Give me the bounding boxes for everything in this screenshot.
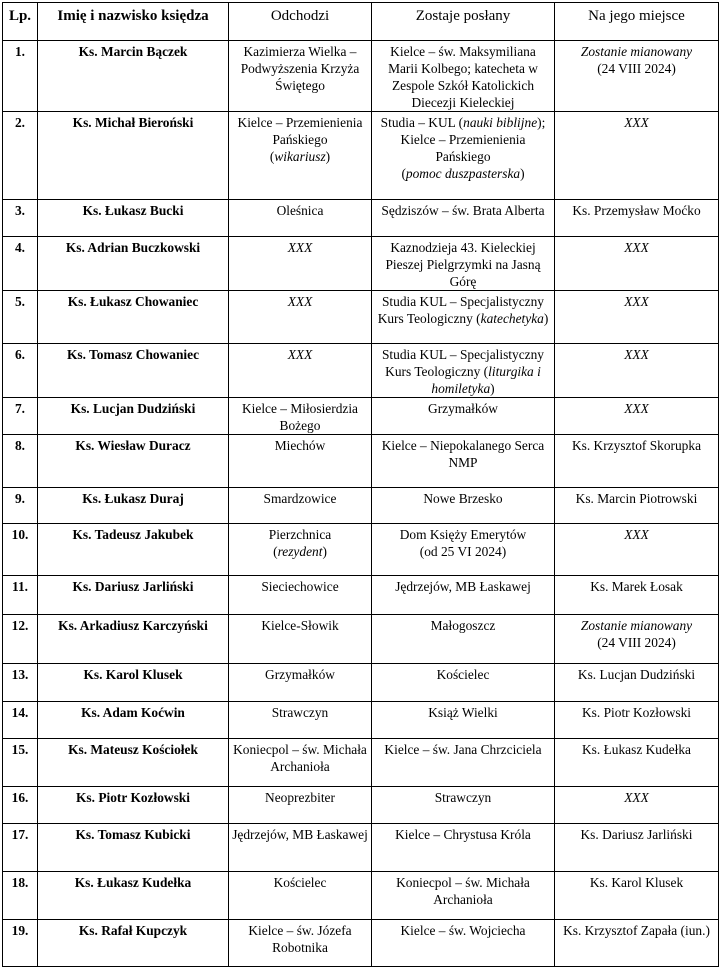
row-number: 2. bbox=[3, 112, 38, 200]
priest-name: Ks. Tadeusz Jakubek bbox=[38, 524, 229, 576]
leaves-text: Smardzowice bbox=[263, 491, 337, 506]
sent-text: ( bbox=[401, 166, 406, 181]
row-number: 17. bbox=[3, 824, 38, 872]
sent-text: Kielce – św. Maksymiliana Marii Kolbego; katecheta w Zespole Szkół Katolickich Diecezji Kieleckiej bbox=[388, 44, 538, 110]
sent-cell bbox=[372, 291, 555, 344]
sent-cell bbox=[372, 787, 555, 824]
leaves-text: Kielce-Słowik bbox=[261, 618, 339, 633]
sent-cell bbox=[372, 112, 555, 200]
leaves-text: ( bbox=[273, 544, 278, 559]
sent-text: Kościelec bbox=[436, 667, 490, 682]
priest-name: Ks. Tomasz Kubicki bbox=[38, 824, 229, 872]
sent-cell bbox=[372, 41, 555, 112]
priest-name: Ks. Karol Klusek bbox=[38, 664, 229, 702]
replacement-cell bbox=[555, 920, 719, 967]
priest-name: Ks. Łukasz Chowaniec bbox=[38, 291, 229, 344]
priest-name: Ks. Łukasz Bucki bbox=[38, 200, 229, 237]
leaves-cell bbox=[229, 664, 372, 702]
place-text-italic: Zostanie mianowany bbox=[580, 618, 693, 633]
sent-text: Koniecpol – św. Michała Archanioła bbox=[396, 875, 530, 907]
table-row bbox=[3, 435, 719, 488]
replacement-cell bbox=[555, 615, 719, 664]
leaves-text: Strawczyn bbox=[271, 705, 329, 720]
leaves-cell bbox=[229, 576, 372, 615]
sent-cell bbox=[372, 237, 555, 291]
sent-text-italic: katechetyka bbox=[480, 311, 544, 326]
sent-text: Książ Wielki bbox=[428, 705, 498, 720]
leaves-text: Oleśnica bbox=[276, 203, 324, 218]
leaves-text: Kielce – Miłosierdzia Bożego bbox=[241, 401, 358, 433]
table-row bbox=[3, 920, 719, 967]
header-sent: Zostaje posłany bbox=[372, 3, 555, 41]
place-text: Ks. Karol Klusek bbox=[589, 875, 684, 890]
row-number: 16. bbox=[3, 787, 38, 824]
place-text-italic: XXX bbox=[624, 115, 649, 130]
table-row bbox=[3, 237, 719, 291]
replacement-cell bbox=[555, 576, 719, 615]
place-text: Ks. Lucjan Dudziński bbox=[577, 667, 696, 682]
priest-name: Ks. Adam Koćwin bbox=[38, 702, 229, 739]
sent-cell bbox=[372, 344, 555, 398]
sent-text: Kielce – Niepokalanego Serca NMP bbox=[381, 438, 545, 470]
leaves-cell bbox=[229, 200, 372, 237]
place-text: Ks. Dariusz Jarliński bbox=[580, 827, 693, 842]
place-text: Ks. Marcin Piotrowski bbox=[575, 491, 698, 506]
place-text: Ks. Krzysztof Zapała (iun.) bbox=[563, 923, 710, 938]
place-text-italic: XXX bbox=[624, 240, 649, 255]
place-text-italic: XXX bbox=[624, 527, 649, 542]
priest-name: Ks. Łukasz Duraj bbox=[38, 488, 229, 524]
leaves-text: Kościelec bbox=[273, 875, 327, 890]
sent-text: Dom Księży Emerytów bbox=[399, 527, 527, 542]
leaves-cell bbox=[229, 524, 372, 576]
place-text: (24 VIII 2024) bbox=[597, 635, 676, 650]
table-row bbox=[3, 200, 719, 237]
leaves-cell bbox=[229, 488, 372, 524]
priest-name: Ks. Łukasz Kudełka bbox=[38, 872, 229, 920]
row-number: 14. bbox=[3, 702, 38, 739]
row-number: 3. bbox=[3, 200, 38, 237]
leaves-cell bbox=[229, 824, 372, 872]
sent-text: ) bbox=[543, 311, 549, 326]
leaves-cell bbox=[229, 398, 372, 435]
header-name: Imię i nazwisko księdza bbox=[38, 3, 229, 41]
sent-text: Sędziszów – św. Brata Alberta bbox=[381, 203, 545, 218]
table-row bbox=[3, 576, 719, 615]
row-number: 4. bbox=[3, 237, 38, 291]
table-row bbox=[3, 664, 719, 702]
header-place: Na jego miejsce bbox=[555, 3, 719, 41]
row-number: 7. bbox=[3, 398, 38, 435]
replacement-cell bbox=[555, 787, 719, 824]
header-row bbox=[3, 3, 719, 41]
replacement-cell bbox=[555, 291, 719, 344]
replacement-cell bbox=[555, 237, 719, 291]
sent-cell bbox=[372, 488, 555, 524]
priest-name: Ks. Wiesław Duracz bbox=[38, 435, 229, 488]
sent-text: Studia – KUL ( bbox=[380, 115, 464, 130]
sent-cell bbox=[372, 200, 555, 237]
priest-name: Ks. Mateusz Kościołek bbox=[38, 739, 229, 787]
leaves-text: Kazimierza Wielka – Podwyższenia Krzyża Świętego bbox=[240, 44, 360, 93]
sent-text: Kielce – Chrystusa Króla bbox=[395, 827, 531, 842]
sent-text: Studia KUL – Specjalistyczny Kurs Teologiczny ( bbox=[377, 294, 545, 326]
table-row bbox=[3, 787, 719, 824]
leaves-cell bbox=[229, 344, 372, 398]
leaves-cell bbox=[229, 787, 372, 824]
leaves-cell bbox=[229, 237, 372, 291]
sent-cell bbox=[372, 702, 555, 739]
place-text: Ks. Krzysztof Skorupka bbox=[571, 438, 702, 453]
sent-cell bbox=[372, 615, 555, 664]
leaves-text-italic: wikariusz bbox=[274, 149, 326, 164]
row-number: 11. bbox=[3, 576, 38, 615]
leaves-cell bbox=[229, 41, 372, 112]
leaves-text-italic: XXX bbox=[287, 294, 313, 309]
replacement-cell bbox=[555, 435, 719, 488]
leaves-text: Kielce – św. Józefa Robotnika bbox=[248, 923, 352, 955]
leaves-cell bbox=[229, 615, 372, 664]
sent-text: Grzymałków bbox=[428, 401, 498, 416]
sent-text-italic: pomoc duszpasterska bbox=[405, 166, 521, 181]
table-row bbox=[3, 739, 719, 787]
priest-name: Ks. Michał Bieroński bbox=[38, 112, 229, 200]
place-text-italic: XXX bbox=[624, 401, 649, 416]
table-row bbox=[3, 41, 719, 112]
sent-text: Kielce – św. Jana Chrzciciela bbox=[384, 742, 542, 757]
table-row bbox=[3, 344, 719, 398]
sent-text: Jędrzejów, MB Łaskawej bbox=[395, 579, 531, 594]
replacement-cell bbox=[555, 824, 719, 872]
leaves-text: Koniecpol – św. Michała Archanioła bbox=[233, 742, 367, 774]
place-text-italic: XXX bbox=[624, 347, 649, 362]
table-row bbox=[3, 524, 719, 576]
sent-text: Małogoszcz bbox=[430, 618, 496, 633]
table-row bbox=[3, 488, 719, 524]
row-number: 13. bbox=[3, 664, 38, 702]
sent-cell bbox=[372, 739, 555, 787]
row-number: 1. bbox=[3, 41, 38, 112]
replacement-cell bbox=[555, 739, 719, 787]
priest-name: Ks. Arkadiusz Karczyński bbox=[38, 615, 229, 664]
sent-text-italic: nauki biblijne bbox=[463, 115, 538, 130]
sent-cell bbox=[372, 920, 555, 967]
row-number: 8. bbox=[3, 435, 38, 488]
sent-cell bbox=[372, 872, 555, 920]
table-body bbox=[3, 41, 719, 967]
sent-text: ) bbox=[520, 166, 525, 181]
priest-name: Ks. Lucjan Dudziński bbox=[38, 398, 229, 435]
table-row bbox=[3, 112, 719, 200]
leaves-text: Neoprezbiter bbox=[265, 790, 335, 805]
table-row bbox=[3, 398, 719, 435]
header-lp: Lp. bbox=[3, 3, 38, 41]
leaves-text: Jędrzejów, MB Łaskawej bbox=[232, 827, 368, 842]
leaves-text: ) bbox=[325, 149, 331, 164]
row-number: 9. bbox=[3, 488, 38, 524]
place-text: Ks. Piotr Kozłowski bbox=[582, 705, 691, 720]
replacement-cell bbox=[555, 41, 719, 112]
replacement-cell bbox=[555, 872, 719, 920]
sent-cell bbox=[372, 435, 555, 488]
leaves-text: Kielce – Przemienienia Pańskiego bbox=[237, 115, 363, 147]
replacement-cell bbox=[555, 524, 719, 576]
table-row bbox=[3, 615, 719, 664]
sent-text: Kielce – św. Wojciecha bbox=[400, 923, 526, 938]
leaves-text: ) bbox=[322, 544, 327, 559]
priest-name: Ks. Piotr Kozłowski bbox=[38, 787, 229, 824]
row-number: 12. bbox=[3, 615, 38, 664]
replacement-cell bbox=[555, 344, 719, 398]
leaves-text: Pierzchnica bbox=[268, 527, 332, 542]
table-row bbox=[3, 291, 719, 344]
leaves-text: ( bbox=[269, 149, 275, 164]
table-row bbox=[3, 702, 719, 739]
row-number: 15. bbox=[3, 739, 38, 787]
sent-text: Strawczyn bbox=[434, 790, 492, 805]
leaves-cell bbox=[229, 872, 372, 920]
place-text: Ks. Przemysław Moćko bbox=[572, 203, 701, 218]
place-text-italic: Zostanie mianowany bbox=[580, 44, 693, 59]
row-number: 19. bbox=[3, 920, 38, 967]
leaves-cell bbox=[229, 739, 372, 787]
sent-cell bbox=[372, 524, 555, 576]
sent-text: (od 25 VI 2024) bbox=[419, 544, 507, 559]
row-number: 18. bbox=[3, 872, 38, 920]
leaves-text: Sieciechowice bbox=[261, 579, 339, 594]
sent-text: ); bbox=[537, 115, 546, 130]
leaves-text-italic: XXX bbox=[287, 240, 313, 255]
table-row bbox=[3, 824, 719, 872]
table-row bbox=[3, 872, 719, 920]
replacement-cell bbox=[555, 664, 719, 702]
place-text: Ks. Marek Łosak bbox=[590, 579, 683, 594]
priest-name: Ks. Tomasz Chowaniec bbox=[38, 344, 229, 398]
leaves-text: Miechów bbox=[274, 438, 326, 453]
sent-text-italic: liturgika i homiletyka bbox=[431, 364, 541, 396]
leaves-text-italic: XXX bbox=[287, 347, 313, 362]
place-text-italic: XXX bbox=[624, 294, 649, 309]
priest-name: Ks. Adrian Buczkowski bbox=[38, 237, 229, 291]
leaves-cell bbox=[229, 112, 372, 200]
leaves-text: Grzymałków bbox=[265, 667, 335, 682]
sent-text: Kielce – Przemienienia Pańskiego bbox=[400, 132, 526, 164]
sent-cell bbox=[372, 576, 555, 615]
row-number: 6. bbox=[3, 344, 38, 398]
table-header bbox=[3, 3, 719, 41]
sent-cell bbox=[372, 398, 555, 435]
sent-cell bbox=[372, 664, 555, 702]
replacement-cell bbox=[555, 200, 719, 237]
assignments-table bbox=[2, 2, 719, 967]
place-text-italic: XXX bbox=[624, 790, 649, 805]
leaves-cell bbox=[229, 291, 372, 344]
leaves-cell bbox=[229, 435, 372, 488]
priest-name: Ks. Marcin Bączek bbox=[38, 41, 229, 112]
replacement-cell bbox=[555, 398, 719, 435]
leaves-text-italic: rezydent bbox=[277, 544, 323, 559]
sent-text: Kaznodzieja 43. Kieleckiej Pieszej Pielgrzymki na Jasną Górę bbox=[385, 240, 541, 289]
leaves-cell bbox=[229, 702, 372, 739]
replacement-cell bbox=[555, 112, 719, 200]
sent-text: Nowe Brzesko bbox=[423, 491, 503, 506]
sent-text: ) bbox=[490, 381, 495, 396]
place-text: (24 VIII 2024) bbox=[597, 61, 676, 76]
priest-name: Ks. Rafał Kupczyk bbox=[38, 920, 229, 967]
row-number: 10. bbox=[3, 524, 38, 576]
priest-name: Ks. Dariusz Jarliński bbox=[38, 576, 229, 615]
replacement-cell bbox=[555, 488, 719, 524]
header-leaves: Odchodzi bbox=[229, 3, 372, 41]
leaves-cell bbox=[229, 920, 372, 967]
replacement-cell bbox=[555, 702, 719, 739]
sent-cell bbox=[372, 824, 555, 872]
row-number: 5. bbox=[3, 291, 38, 344]
place-text: Ks. Łukasz Kudełka bbox=[582, 742, 691, 757]
sent-text: Studia KUL – Specjalistyczny Kurs Teologiczny ( bbox=[381, 347, 545, 379]
